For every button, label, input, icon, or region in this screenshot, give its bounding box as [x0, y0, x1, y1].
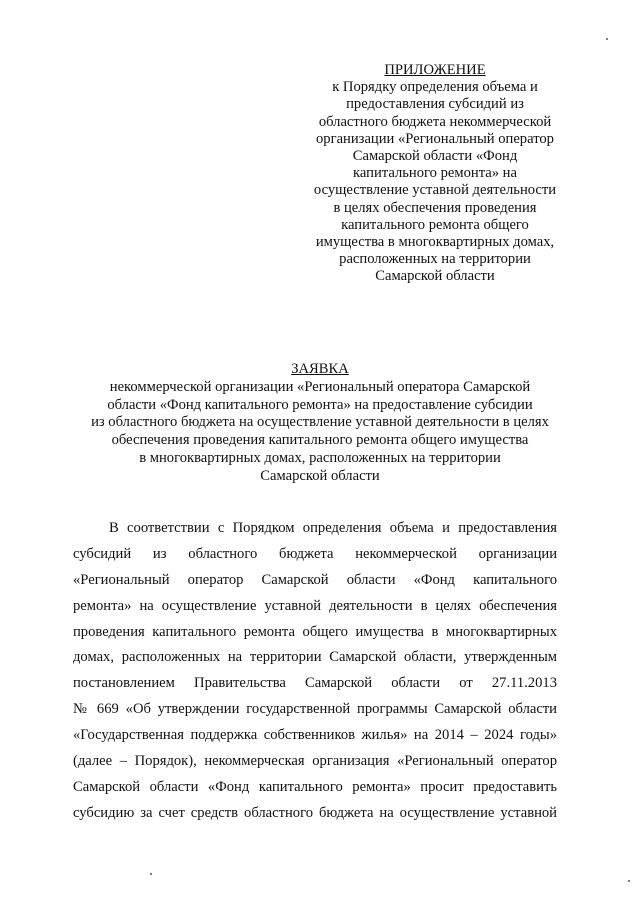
scan-speck	[606, 38, 608, 40]
appendix-line: организации «Региональный оператор	[316, 130, 554, 147]
body-line: ремонта» на осуществление уставной деятельности в целях обеспечения	[73, 597, 557, 614]
body-line: «Региональный оператор Самарской области «Фонд капитального	[73, 571, 557, 588]
application-subtitle-line: обеспечения проведения капитального ремонта общего имущества	[111, 432, 529, 449]
body-line: В соответствии с Порядком определения объема и предоставления	[109, 520, 557, 536]
appendix-line: Самарской области	[375, 268, 495, 285]
body-line: субсидию за счет средств областного бюджета на осуществление уставной	[73, 804, 557, 821]
appendix-line: капитального ремонта» на	[353, 165, 517, 182]
appendix-line: капитального ремонта общего	[341, 216, 529, 233]
body-line: «Государственная поддержка собственников жилья» на 2014 – 2024 годы»	[73, 727, 557, 744]
application-subtitle-line: Самарской области	[260, 467, 380, 484]
application-subtitle-line: некоммерческой организации «Региональный оператора Самарской	[109, 378, 531, 395]
appendix-line: осуществление уставной деятельности	[313, 182, 557, 199]
application-title: ЗАЯВКА	[291, 361, 349, 377]
appendix-line: областного бюджета некоммерческой	[318, 113, 552, 130]
application-subtitle-line: области «Фонд капитального ремонта» на предоставление субсидии	[107, 396, 533, 413]
body-line: (далее – Порядок), некоммерческая организация «Региональный оператор	[73, 753, 557, 770]
body-line: Самарской области «Фонд капитального ремонта» просит предоставить	[73, 778, 557, 795]
appendix-header	[290, 62, 580, 286]
appendix-title: ПРИЛОЖЕНИЕ	[384, 62, 486, 78]
body-line: домах, расположенных на территории Самарской области, утвержденным	[73, 649, 557, 666]
appendix-line: имущества в многоквартирных домах,	[315, 234, 555, 251]
body-line: проведения капитального ремонта общего имущества в многоквартирных	[73, 623, 557, 640]
appendix-line: к Порядку определения объема и	[332, 79, 538, 96]
body-line: № 669 «Об утверждении государственной программы Самарской области	[73, 701, 557, 718]
scan-speck	[150, 873, 152, 875]
body-paragraph	[73, 516, 557, 827]
body-line: постановлением Правительства Самарской области от 27.11.2013	[73, 675, 557, 692]
application-subtitle-line: в многоквартирных домах, расположенных на территории	[139, 449, 501, 466]
appendix-line: в целях обеспечения проведения	[333, 199, 537, 216]
appendix-line: расположенных на территории	[339, 251, 531, 268]
appendix-line: предоставления субсидий из	[346, 96, 524, 113]
appendix-line: Самарской области «Фонд	[352, 148, 518, 165]
scan-speck	[628, 880, 630, 882]
application-heading	[40, 361, 600, 486]
application-subtitle-line: из областного бюджета на осуществление уставной деятельности в целях	[91, 414, 549, 431]
body-line: субсидий из областного бюджета некоммерческой организации	[73, 545, 557, 562]
